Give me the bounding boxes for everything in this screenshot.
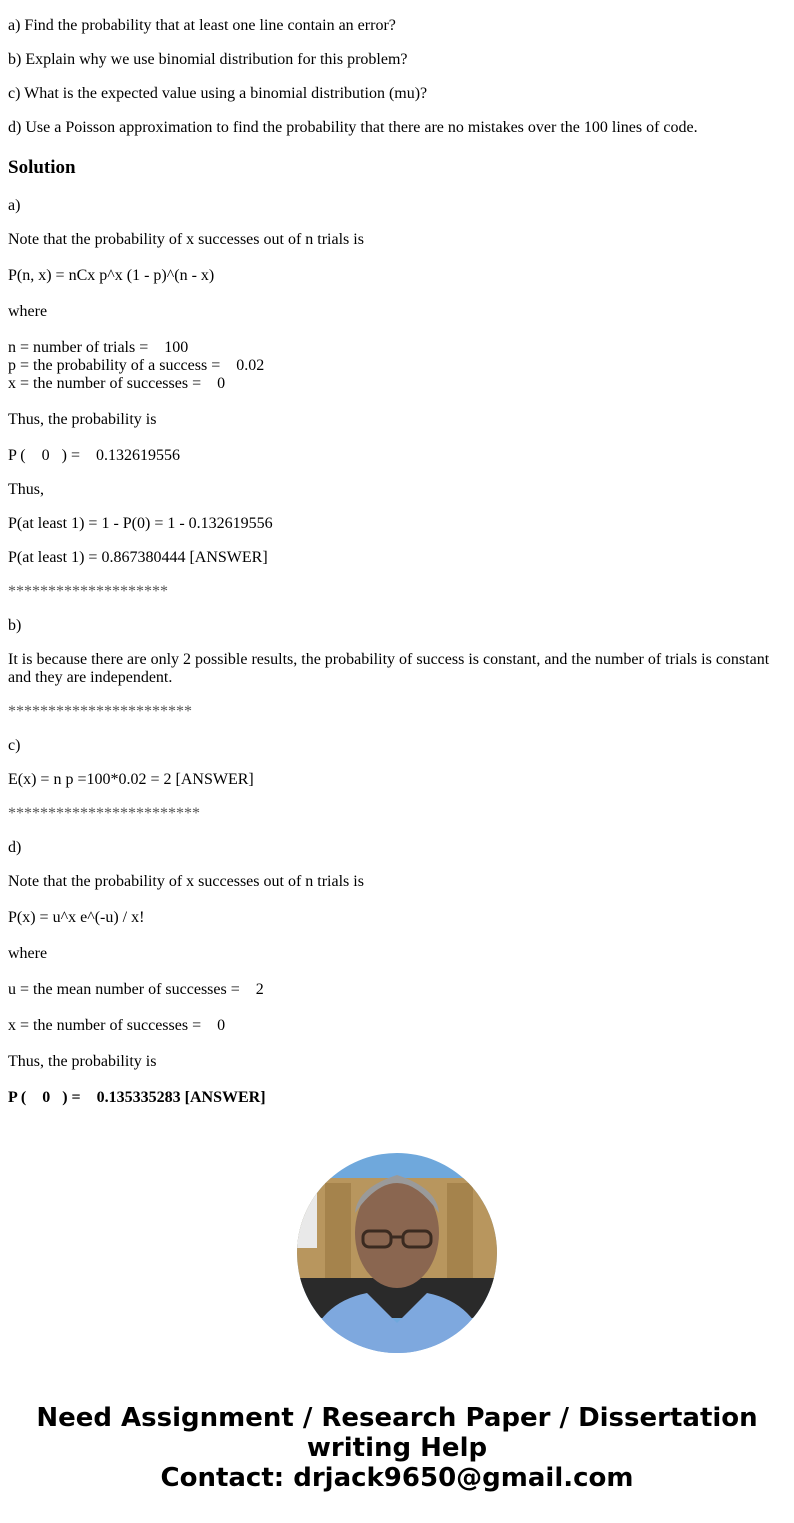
- part-a-thus: Thus,: [8, 481, 44, 498]
- question-c: c) What is the expected value using a binomial distribution (mu)?: [8, 85, 428, 102]
- part-a-formula: P(n, x) = nCx p^x (1 - p)^(n - x): [8, 267, 215, 284]
- part-c-answer: E(x) = n p =100*0.02 = 2 [ANSWER]: [8, 771, 254, 788]
- question-a: a) Find the probability that at least one line contain an error?: [8, 17, 396, 34]
- at-least-one-formula: P(at least 1) = 1 - P(0) = 1 - 0.132619556: [8, 515, 273, 532]
- p0-result: P ( 0 ) = 0.132619556: [8, 447, 180, 464]
- part-d-label: d): [8, 839, 22, 856]
- x-definition: x = the number of successes = 0: [8, 1017, 226, 1034]
- separator: ************************: [8, 805, 200, 822]
- part-c-label: c): [8, 737, 21, 754]
- part-a-thus-prob: Thus, the probability is: [8, 411, 157, 428]
- author-photo-icon: [297, 1153, 497, 1353]
- part-a-where: where: [8, 303, 48, 320]
- author-avatar: [297, 1153, 497, 1353]
- promo-line-2: writing Help: [306, 1433, 488, 1463]
- x-definition: x = the number of successes = 0: [8, 375, 226, 392]
- part-b-label: b): [8, 617, 22, 634]
- part-d-where: where: [8, 945, 48, 962]
- part-d-intro: Note that the probability of x successes out of n trials is: [8, 873, 364, 890]
- part-a-answer: P(at least 1) = 0.867380444 [ANSWER]: [8, 549, 268, 566]
- part-b-text: It is because there are only 2 possible results, the probability of success is constant, and the number of trials is constant and they are independent.: [8, 651, 770, 686]
- question-d: d) Use a Poisson approximation to find the probability that there are no mistakes over the 100 lines of code.: [8, 119, 698, 136]
- p-definition: p = the probability of a success = 0.02: [8, 357, 265, 374]
- u-definition: u = the mean number of successes = 2: [8, 981, 264, 998]
- promo-line-1: Need Assignment / Research Paper / Dissertation: [36, 1403, 758, 1433]
- part-d-thus-prob: Thus, the probability is: [8, 1053, 157, 1070]
- promo-contact: Contact: drjack9650@gmail.com: [160, 1463, 634, 1493]
- part-d-answer: P ( 0 ) = 0.135335283 [ANSWER]: [8, 1089, 266, 1106]
- solution-heading: Solution: [8, 157, 76, 178]
- n-definition: n = number of trials = 100: [8, 339, 189, 356]
- part-d-formula: P(x) = u^x e^(-u) / x!: [8, 909, 145, 926]
- separator: ********************: [8, 583, 168, 600]
- promo-banner: [0, 1403, 794, 1493]
- separator: ***********************: [8, 703, 192, 720]
- question-b: b) Explain why we use binomial distribution for this problem?: [8, 51, 408, 68]
- part-a-label: a): [8, 197, 21, 214]
- part-a-intro: Note that the probability of x successes out of n trials is: [8, 231, 364, 248]
